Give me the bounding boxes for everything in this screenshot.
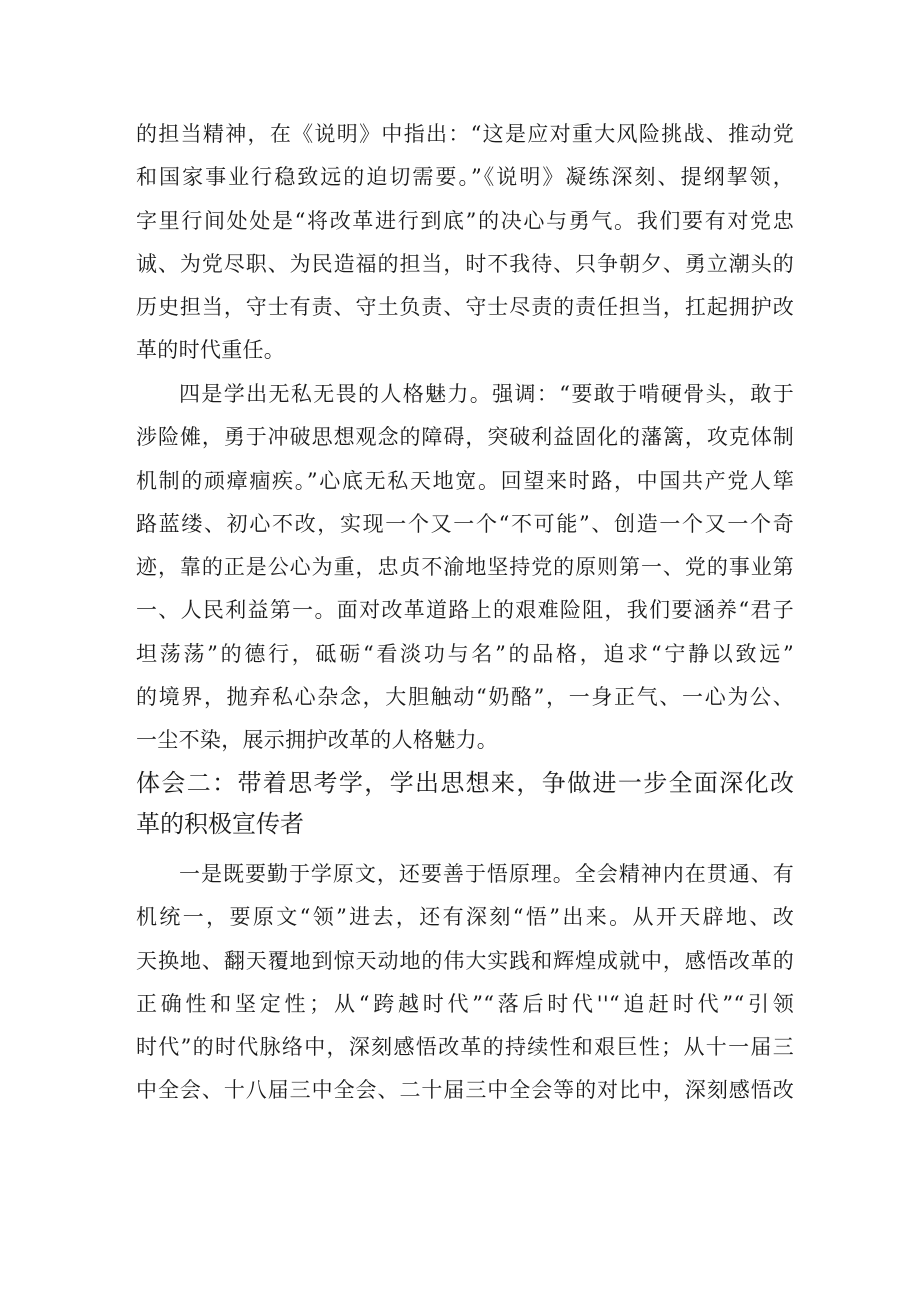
section-heading: [136, 763, 794, 845]
text-line: 时代”的时代脉络中，深刻感悟改革的持续性和艰巨性；从十一届三: [136, 1035, 794, 1060]
text-line: 机统一，要原文“领”进去，还有深刻“悟”出来。从开天辟地、改: [136, 905, 794, 930]
text-line: 革的时代重任。: [136, 338, 286, 363]
text-line: 和国家事业行稳致远的迫切需要。”《说明》凝练深刻、提纲挈领，: [136, 165, 794, 190]
text-line: 的担当精神，在《说明》中指出：“这是应对重大风险挑战、推动党: [136, 122, 794, 146]
text-line: 一、人民利益第一。面对改革道路上的艰难险阻，我们要涵养“君子: [136, 598, 794, 623]
text-line: 机制的顽瘴痼疾。”心底无私天地宽。回望来时路，中国共产党人筚: [136, 468, 794, 493]
text-line: 的境界，抛弃私心杂念，大胆触动“奶酪”，一身正气、一心为公、: [136, 685, 794, 710]
text-line: 迹，靠的正是公心为重，忠贞不渝地坚持党的原则第一、党的事业第: [136, 555, 794, 580]
text-line: 一尘不染，展示拥护改革的人格魅力。: [136, 728, 499, 753]
text-line: 中全会、十八届三中全会、二十届三中全会等的对比中，深刻感悟改: [136, 1078, 794, 1103]
text-line: 路蓝缕、初心不改，实现一个又一个“不可能”、创造一个又一个奇: [136, 511, 794, 536]
text-line: 正确性和坚定性；从“跨越时代”“落后时代''“追赶时代”“引领: [136, 991, 794, 1016]
text-line: 诚、为党尽职、为民造福的担当，时不我待、只争朝夕、勇立潮头的: [136, 251, 794, 276]
paragraph-four: [136, 373, 794, 763]
text-line: 天换地、翻天覆地到惊天动地的伟大实践和辉煌成就中，感悟改革的: [136, 948, 794, 973]
text-line: 四是学出无私无畏的人格魅力。强调：“要敢于啃硬骨头，敢于: [179, 382, 794, 406]
heading-line: 体会二：带着思考学，学出思想来，争做进一步全面深化改: [136, 769, 794, 797]
text-line: 历史担当，守士有责、守土负责、守士尽责的责任担当，扛起拥护改: [136, 295, 794, 320]
heading-line: 革的积极宣传者: [136, 810, 304, 838]
paragraph-continued: [136, 113, 794, 373]
text-line: 涉险傩，勇于冲破思想观念的障碍，突破利益固化的藩篱，攻克体制: [136, 425, 794, 450]
text-line: 字里行间处处是“将改革进行到底”的决心与勇气。我们要有对党忠: [136, 208, 794, 233]
paragraph-one: [136, 853, 794, 1113]
text-line: 坦荡荡”的德行，砥砺“看淡功与名”的品格，追求“宁静以致远”: [136, 641, 794, 666]
text-line: 一是既要勤于学原文，还要善于悟原理。全会精神内在贯通、有: [179, 862, 794, 886]
